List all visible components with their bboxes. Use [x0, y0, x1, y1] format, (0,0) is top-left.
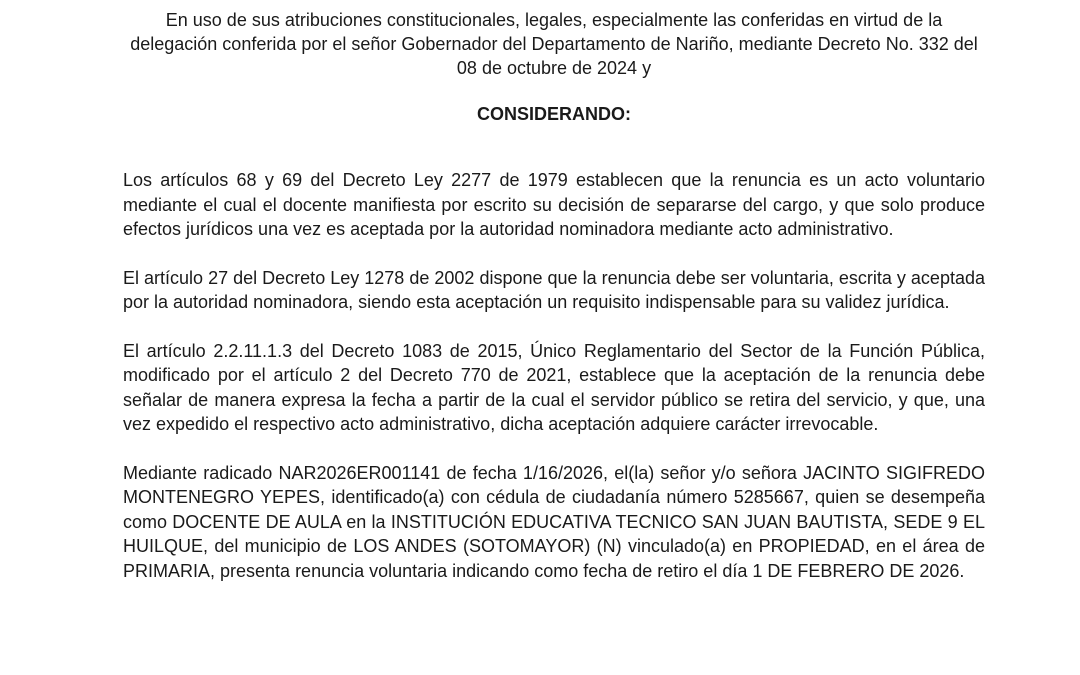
paragraph-decreto-1278: El artículo 27 del Decreto Ley 1278 de 2002 dispone que la renuncia debe ser voluntaria, escrita y aceptada por la autoridad nominadora, siendo esta aceptación un requisito indispensable para su validez jurídica.: [123, 267, 985, 312]
intro-paragraph: En uso de sus atribuciones constitucionales, legales, especialmente las conferidas en virtud de la delegación conferida por el señor Gobernador del Departamento de Nariño, mediante Decreto No. 332 del 08 de octubre de 2024 y: [130, 10, 978, 78]
paragraph-decreto-1083: El artículo 2.2.11.1.3 del Decreto 1083 de 2015, Único Reglamentario del Sector de la Función Pública, modificado por el artículo 2 del Decreto 770 de 2021, establece que la aceptación de la renuncia debe señalar de manera expresa la fecha a partir de la cual el servidor público se retira del servicio, y que, una vez expedido el respectivo acto administrativo, dicha aceptación adquiere carácter irrevocable.: [123, 340, 985, 434]
paragraph-decreto-2277: Los artículos 68 y 69 del Decreto Ley 2277 de 1979 establecen que la renuncia es un acto voluntario mediante el cual el docente manifiesta por escrito su decisión de separarse del cargo, y que solo produce efectos jurídicos una vez es aceptada por la autoridad nominadora mediante acto administrativo.: [123, 170, 985, 239]
section-heading: CONSIDERANDO:: [476, 104, 631, 124]
document-page: [123, 8, 985, 583]
paragraph-radicado: Mediante radicado NAR2026ER001141 de fecha 1/16/2026, el(la) señor y/o señora JACINTO SIGIFREDO MONTENEGRO YEPES, identificado(a) con cédula de ciudadanía número 5285667, quien se desempeña como DOCENTE DE AULA en la INSTITUCIÓN EDUCATIVA TECNICO SAN JUAN BAUTISTA, SEDE 9 EL HUILQUE, del municipio de LOS ANDES (SOTOMAYOR) (N) vinculado(a) en PROPIEDAD, en el área de PRIMARIA, presenta renuncia voluntaria indicando como fecha de retiro el día 1 DE FEBRERO DE 2026.: [123, 462, 985, 581]
